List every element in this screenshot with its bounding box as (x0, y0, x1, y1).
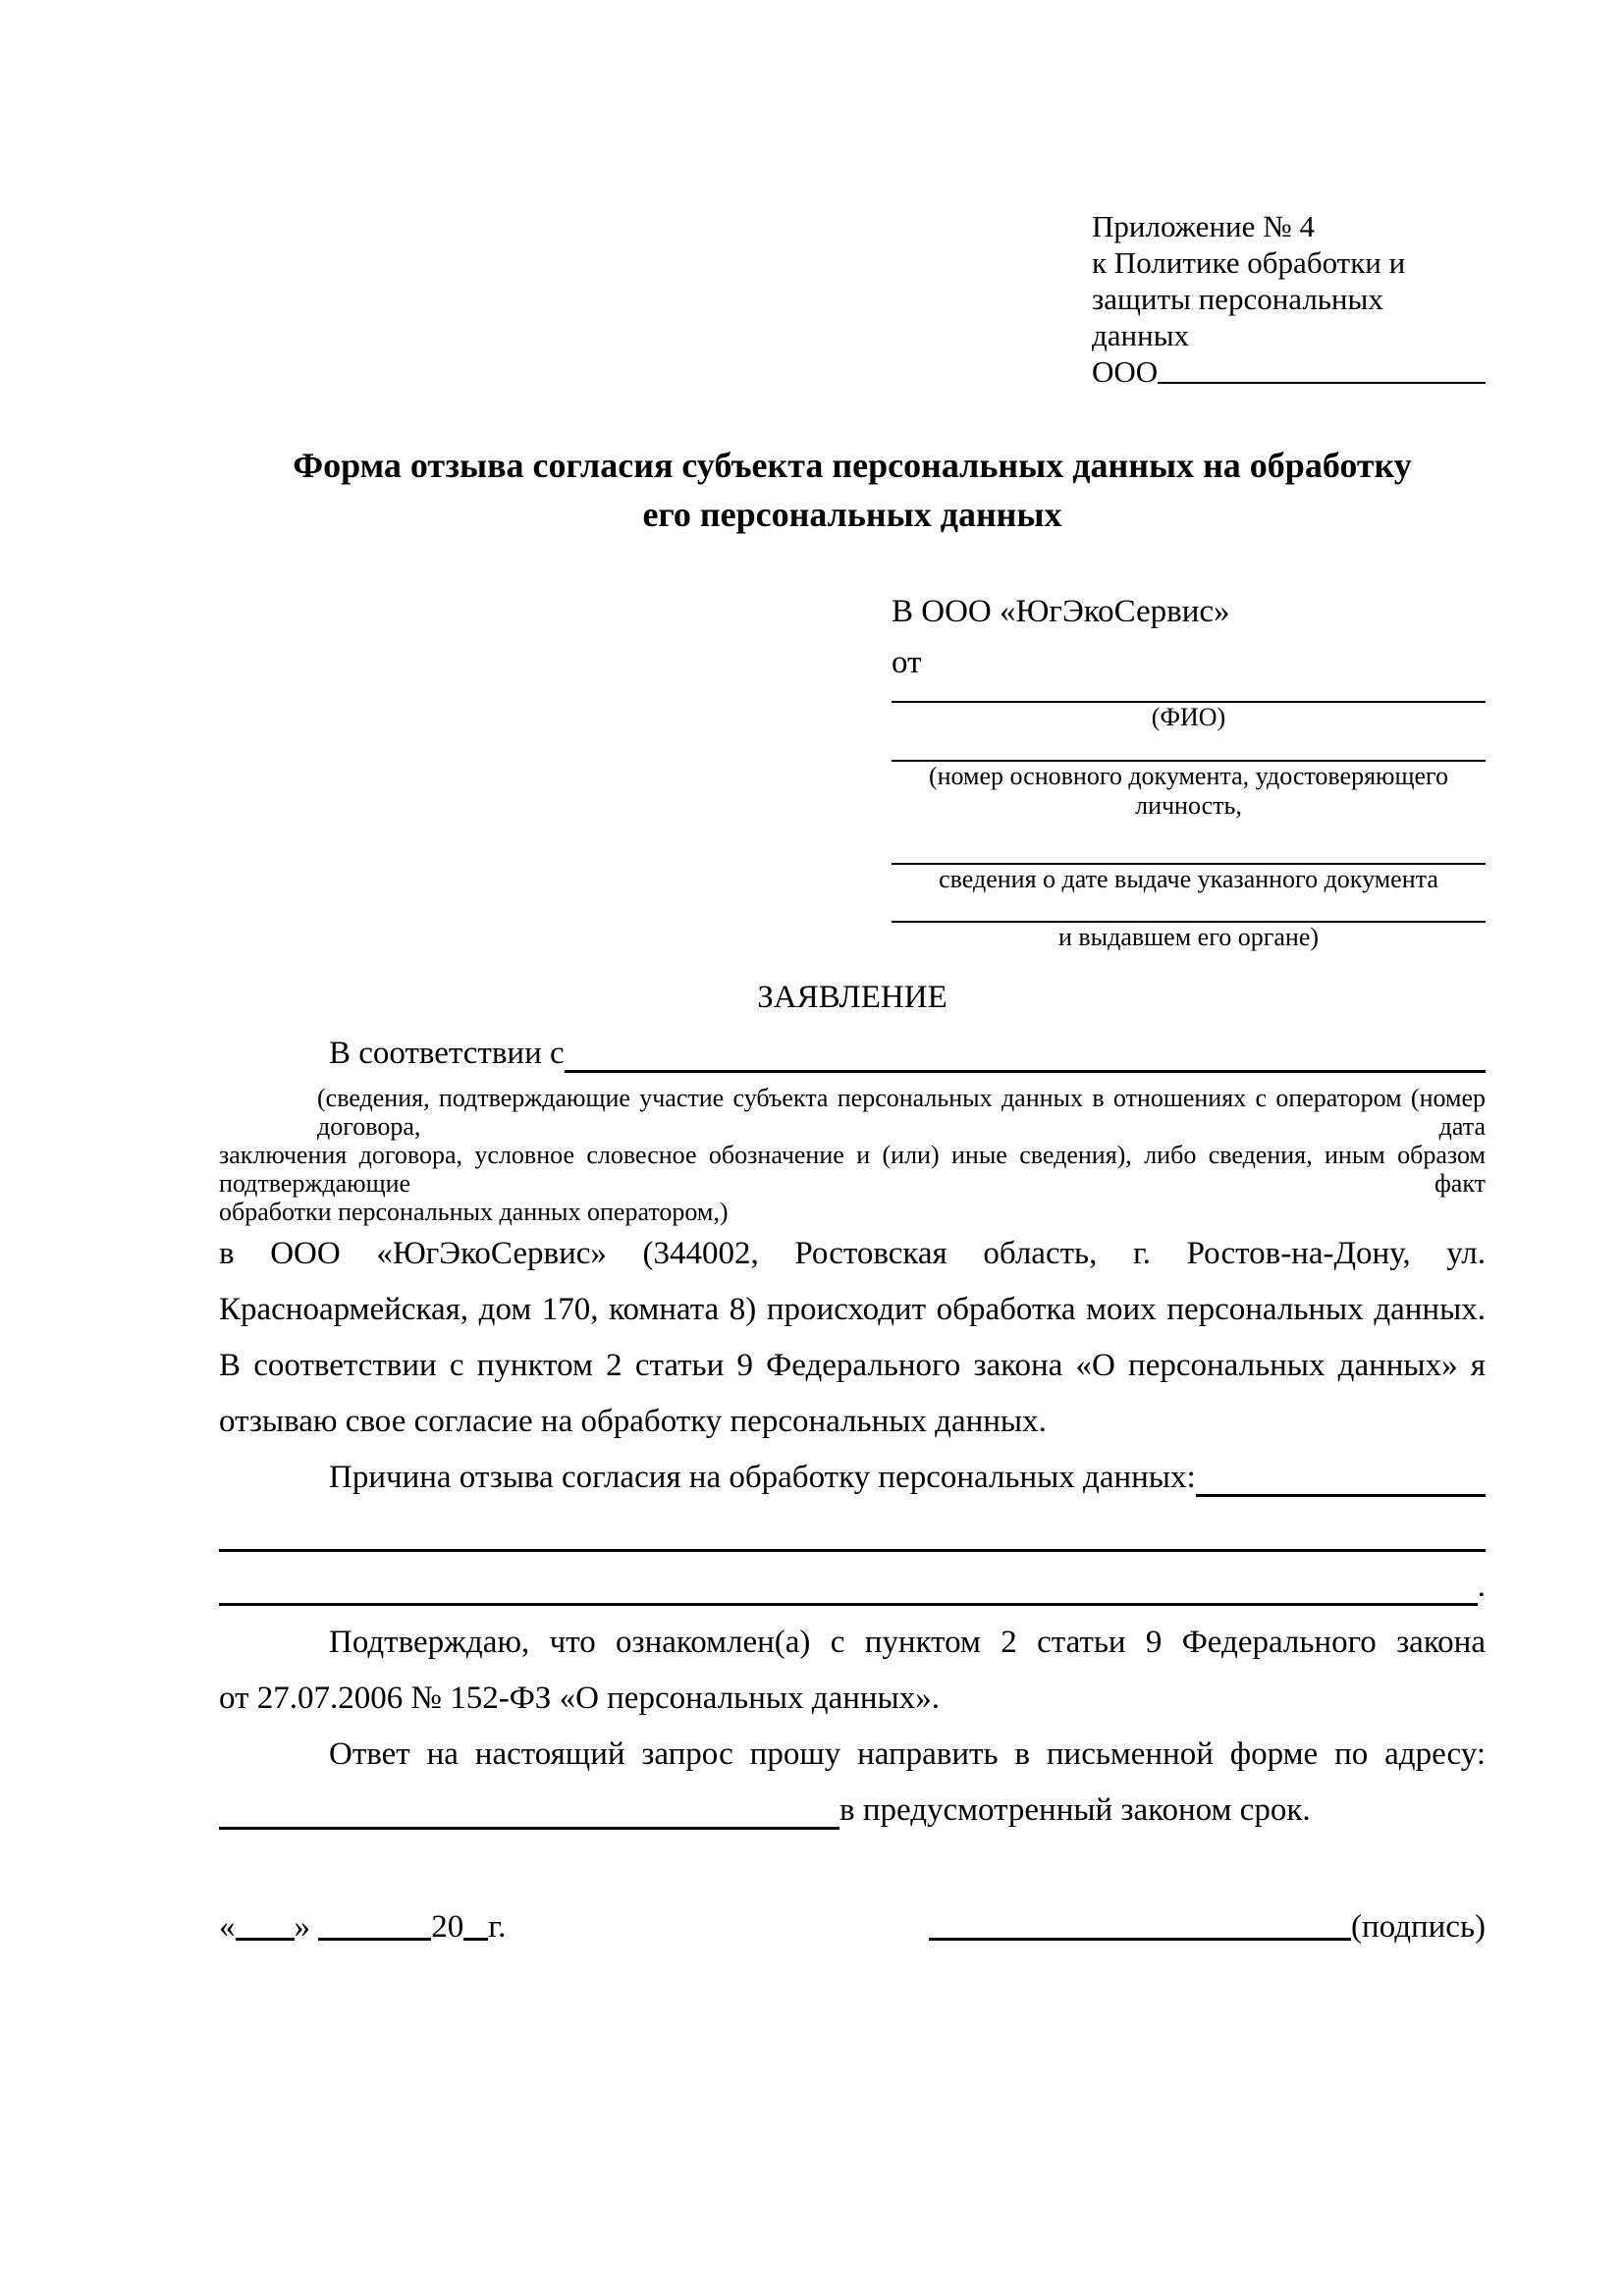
reply-line-2 (219, 1783, 1486, 1839)
address-blank-line (219, 1783, 839, 1830)
period-mark: . (1477, 1569, 1486, 1604)
month-blank (318, 1899, 431, 1941)
intro-line (219, 1026, 1486, 1082)
reason-blank-line-2 (219, 1506, 1486, 1552)
signature-field (929, 1899, 1486, 1955)
body-line-1: в ООО «ЮгЭкоСервис» (344002, Ростовская область, г. Ростов-на-Дону, ул. (219, 1236, 1486, 1271)
signature-caption: (подпись) (1351, 1909, 1486, 1945)
issue-date-blank-line (892, 821, 1486, 865)
confirm-line-1: Подтверждаю, что ознакомлен(а) с пунктом 2 статьи 9 Федерального закона (329, 1625, 1486, 1660)
year-blank (463, 1899, 488, 1941)
addressee-block (892, 586, 1486, 952)
ooo-label: ООО (1092, 354, 1159, 389)
intro-blank-line (565, 1026, 1486, 1073)
confirm-paragraph (219, 1615, 1486, 1727)
document-page (0, 208, 1624, 1955)
document-title (219, 441, 1486, 539)
ooo-blank-line (1158, 353, 1486, 384)
body-line-3: В соответствии с пунктом 2 статьи 9 Федерального закона «О персональных данных» я (219, 1348, 1486, 1383)
document-number-caption: (номер основного документа, удостоверяющего личность, (928, 762, 1449, 820)
document-title-line-2: его персональных данных (642, 495, 1062, 534)
reason-blank-line-3 (219, 1559, 1478, 1606)
confirm-line-2: от 27.07.2006 № 152-ФЗ «О персональных данных». (219, 1681, 940, 1716)
addressee-company: В ООО «ЮгЭкоСервис» (892, 594, 1230, 629)
statement-heading: ЗАЯВЛЕНИЕ (757, 980, 947, 1015)
reply-paragraph (219, 1727, 1486, 1839)
note-line-2: заключения договора, условное словесное обозначение и (или) иные сведения), либо сведения, иным образом подтверждающие факт (219, 1141, 1486, 1198)
appendix-ooo-line (1092, 353, 1486, 390)
reply-line-1: Ответ на настоящий запрос прошу направить в письменной форме по адресу: (329, 1736, 1486, 1772)
year-prefix: 20 (431, 1909, 464, 1945)
note-line-3: обработки персональных данных оператором,) (219, 1198, 729, 1226)
date-quote-close: » (294, 1909, 310, 1945)
note-line-1: (сведения, подтверждающие участие субъекта персональных данных в отношениях с оператором (номер договора, дата (317, 1084, 1486, 1141)
reason-blank-row-3 (219, 1559, 1486, 1615)
reason-blank-line (1196, 1450, 1486, 1497)
issue-date-caption: сведения о дате выдаче указанного документа (939, 865, 1438, 893)
body-line-4: отзываю свое согласие на обработку персональных данных. (219, 1404, 1047, 1439)
intro-note (219, 1084, 1486, 1226)
date-quote-open: « (219, 1909, 236, 1945)
reason-label: Причина отзыва согласия на обработку персональных данных: (329, 1460, 1196, 1495)
body-line-2: Красноармейская, дом 170, комната 8) происходит обработка моих персональных данных. (219, 1292, 1486, 1327)
document-number-blank-line (892, 732, 1486, 762)
footer-row (219, 1899, 1486, 1955)
issuing-authority-caption: и выдавшем его органе) (1057, 923, 1320, 951)
addressee-from-label: от (892, 645, 922, 680)
appendix-line-3: защиты персональных данных (1092, 282, 1383, 352)
fio-blank-line (892, 688, 1486, 703)
reply-suffix: в предусмотренный законом срок. (839, 1792, 1311, 1828)
appendix-line-1: Приложение № 4 (1092, 209, 1315, 243)
appendix-block (1092, 208, 1486, 390)
day-blank (236, 1899, 295, 1941)
intro-label: В соответствии с (329, 1036, 565, 1071)
fio-caption: (ФИО) (1151, 703, 1226, 731)
date-field (219, 1899, 506, 1955)
document-title-line-1: Форма отзыва согласия субъекта персональных данных на обработку (293, 446, 1412, 485)
signature-blank-line (929, 1899, 1351, 1941)
year-suffix: г. (488, 1909, 507, 1945)
body-paragraph (219, 1226, 1486, 1450)
appendix-line-2: к Политике обработки и (1092, 245, 1406, 280)
issuing-authority-blank-line (892, 894, 1486, 923)
reason-line (219, 1450, 1486, 1506)
